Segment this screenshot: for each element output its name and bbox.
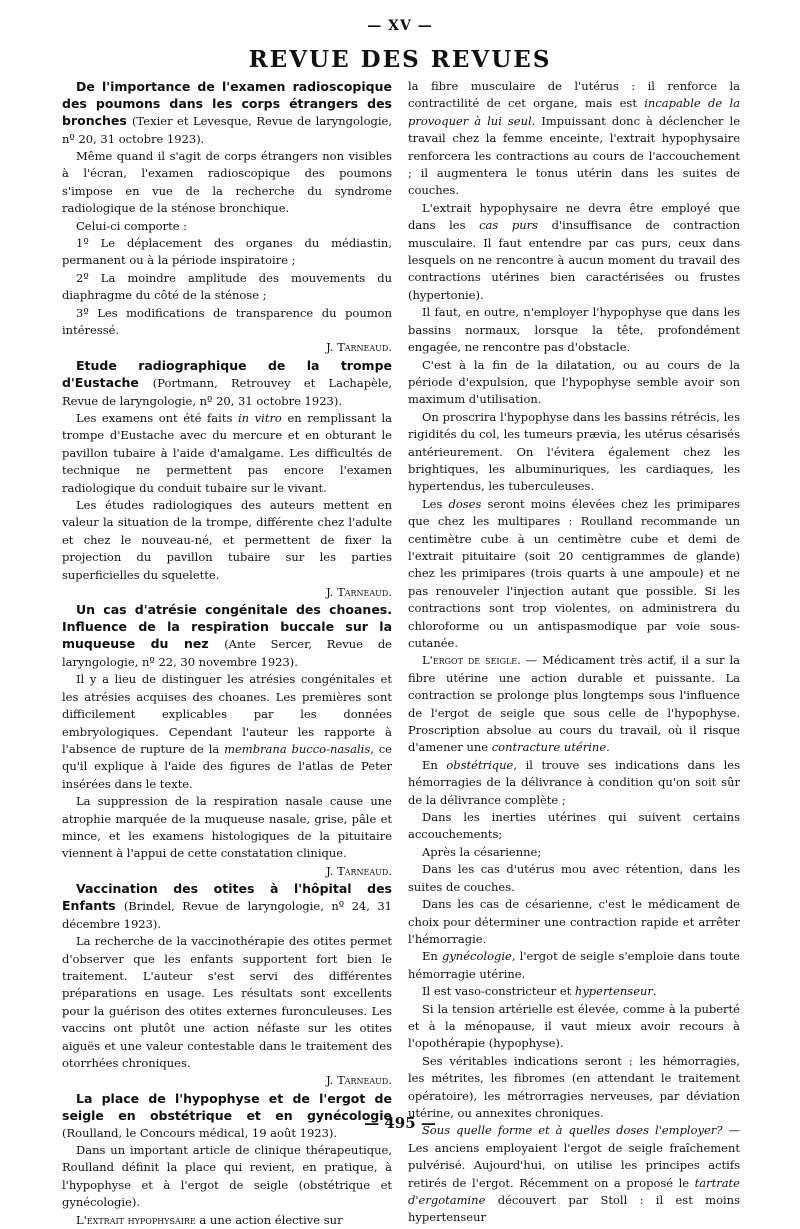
article-3-p2: La suppression de la respiration nasale cause une atrophie marquée de la muqueuse nasale, grise, pâle et mince, et les examens histologiques de la pituitaire viennent à l'appui de cette constatation clinique. — [62, 794, 392, 861]
right-p9: Dans les inerties utérines qui suivent certains accouchements; — [408, 810, 740, 842]
page-number: — 495 — — [364, 1114, 436, 1132]
right-p5: On proscrira l'hypophyse dans les bassins rétrécis, les rigidités du col, les tumeurs prævia, les utérus césarisés antérieurement. On l'évitera également chez les brightiques, les albuminuriques, les cardiaques, les hypertendus, les tuberculeuses. — [408, 409, 740, 494]
article-5-ref: (Roulland, le Concours médical, 19 août 1923). — [62, 1125, 338, 1140]
right-p2: L'extrait hypophysaire ne devra être employé que dans les cas purs d'insuffisance de contraction musculaire. Il faut entendre par cas purs, ceux dans lesquels on ne rencontre à aucun moment du travail des contractions utérines bien caractérisées ou frustes (hypertonie). — [408, 200, 740, 302]
article-4-title: Vaccination des otites à l'hôpital des Enfants (Brindel, Revue de laryngologie, nº 24, 31 décembre 1923). — [62, 881, 392, 932]
right-p17: Sous quelle forme et à quelles doses l'employer? — Les anciens employaient l'ergot de seigle fraîchement pulvérisé. Aujourd'hui, on utilise les principes actifs retirés de l'ergot. Récemment on a proposé le tartrate d'ergotamine découvert par Stoll : il est moins hypertenseur — [408, 1123, 740, 1225]
article-4-p1: La recherche de la vaccinothérapie des otites permet d'observer que les enfants supportent fort bien le traitement. L'auteur s'est servi des différentes préparations en usage. Les résultats sont excellents pour la guérison des otites externes furonculeuses. Les vaccins ont plutôt une action néfaste sur les otites aiguës et une valeur contestable dans le traitement des otorrhées chroniques. — [62, 934, 392, 1071]
article-3-title: Un cas d'atrésie congénitale des choanes. Influence de la respiration buccale sur la muqueuse du nez (Ante Sercer, Revue de laryngologie, nº 22, 30 novembre 1923). — [62, 602, 392, 670]
article-5-p1: Dans un important article de clinique thérapeutique, Roulland définit la place qui revient, en pratique, à l'hypophyse et à l'ergot de seigle (obstétrique et gynécologie). — [62, 1142, 392, 1210]
right-p6: Les doses seront moins élevées chez les primipares que chez les multipares : Roulland recommande un centimètre cube à un centimètre cube et demi de l'extrait pituitaire (soit 20 centigrammes de glande) chez les primipares (trois quarts à une ampoule) et ne pas renouveler l'injection autant que possible. Si les contractions sont trop violentes, on administrera du chloroforme ou un antispasmodique par voie sous-cutanée. — [408, 496, 741, 650]
folio: — XV — — [367, 18, 433, 34]
page-header: REVUE DES REVUES — [248, 46, 552, 73]
article-2-p1: Les examens ont été faits in vitro en remplissant la trompe d'Eustache avec du mercure et en obturant le pavillon tubaire à l'aide d'amalgame. Les difficultés de technique ne permettent pas encore l'examen radiologique du conduit tubaire sur le vivant. — [62, 410, 393, 495]
article-1-p1: Même quand il s'agit de corps étrangers non visibles à l'écran, l'examen radioscopique des poumons s'impose en vue de la recherche du syndrome radiologique de la sténose bronchique. — [62, 149, 392, 216]
article-5-title: La place de l'hypophyse et de l'ergot de seigle en obstétrique et en gynécologie (Roulland, le Concours médical, 19 août 1923). — [62, 1090, 392, 1140]
right-p15: Si la tension artérielle est élevée, comme à la puberté et à la ménopause, il vaut mieux avoir recours à l'opothérapie (hypophyse). — [408, 1001, 740, 1051]
right-p10: Après la césarienne; — [422, 844, 542, 859]
article-3-signature: J. Tarneaud. — [326, 863, 392, 878]
right-column — [408, 78, 740, 1227]
right-p12: Dans les cas de césarienne, c'est le médicament de choix pour déterminer une contraction rapide et arrêter l'hémorragie. — [408, 897, 740, 946]
article-1-signature: J. Tarneaud. — [326, 340, 392, 355]
article-3-ref: (Ante Sercer, Revue de laryngologie, nº 22, 30 novembre 1923). — [62, 637, 392, 670]
right-p13: En gynécologie, l'ergot de seigle s'emploie dans toute hémorragie utérine. — [408, 949, 740, 981]
right-p8: En obstétrique, il trouve ses indications dans les hémorragies de la délivrance à condition qu'on soit sûr de la délivrance complète ; — [408, 757, 740, 807]
right-p4: C'est à la fin de la dilatation, ou au cours de la période d'expulsion, que l'hypophyse semble avoir son maximum d'utilisation. — [408, 357, 740, 407]
right-p7: L'ergot de seigle. — Médicament très actif, il a sur la fibre utérine une action durable et puissante. La contraction se prolonge plus longtemps sous l'influence de l'ergot de seigle que sous celle de l'hypophyse. Proscription absolue au cours du travail, où il risque d'amener une contracture utérine. — [408, 653, 740, 755]
article-4-ref: (Brindel, Revue de laryngologie, nº 24, 31 décembre 1923). — [62, 899, 392, 932]
article-1-p5: 3º Les modifications de transparence du poumon intéressé. — [62, 305, 392, 338]
article-2-p2: Les études radiologiques des auteurs mettent en valeur la situation de la trompe, différente chez l'adulte et chez le nouveau-né, et permettent de fixer la projection du pavillon tubaire sur les parties superficielles du squelette. — [62, 497, 392, 582]
article-1-p4: 2º La moindre amplitude des mouvements du diaphragme du côté de la sténose ; — [62, 270, 392, 303]
article-2-signature: J. Tarneaud. — [326, 584, 392, 599]
right-p1: la fibre musculaire de l'utérus : il renforce la contractilité de cet organe, mais est incapable de la provoquer à lui seul. Impuissant donc à déclencher le travail chez la femme enceinte, l'extrait hypophysaire renforcera les contractions au cours de l'accouchement ; il augmentera le tonus utérin dans les suites de couches. — [408, 79, 740, 198]
article-4-signature: J. Tarneaud. — [326, 1073, 392, 1088]
right-p14: Il est vaso-constricteur et hypertenseur. — [422, 984, 657, 999]
article-2-ref: (Portmann, Retrouvey et Lachapèle, Revue de laryngologie, nº 20, 31 octobre 1923). — [62, 375, 392, 408]
article-1-title: De l'importance de l'examen radioscopique des poumons dans les corps étrangers des bronches (Texier et Levesque, Revue de laryngologie, nº 20, 31 octobre 1923). — [62, 79, 393, 146]
article-1-ref: (Texier et Levesque, Revue de laryngologie, nº 20, 31 octobre 1923). — [62, 114, 393, 146]
article-5-p2: L'extrait hypophysaire a une action élective sur — [76, 1212, 343, 1227]
article-1-p3: 1º Le déplacement des organes du médiastin, permanent ou à la période inspiratoire ; — [62, 236, 392, 268]
right-p16: Ses véritables indications seront : les hémorragies, les métrites, les fibromes (en attendant le traitement opératoire), les métrorragies nerveuses, par déviation utérine, ou annexites chroniques. — [408, 1053, 740, 1120]
article-1-p2: Celui-ci comporte : — [76, 218, 188, 233]
left-column — [62, 78, 392, 1229]
right-p11: Dans les cas d'utérus mou avec rétention, dans les suites de couches. — [408, 862, 740, 894]
article-2-title: Etude radiographique de la trompe d'Eustache (Portmann, Retrouvey et Lachapèle, Revue de laryngologie, nº 20, 31 octobre 1923). — [62, 357, 392, 408]
article-3-p1: Il y a lieu de distinguer les atrésies congénitales et les atrésies acquises des choanes. Les premières sont difficilement explicables par les données embryologiques. Cependant l'auteur les rapporte à l'absence de rupture de la membrana bucco-nasalis, ce qu'il explique à l'aide des figures de l'atlas de Peter insérées dans le texte. — [62, 672, 392, 791]
right-p3: Il faut, en outre, n'employer l'hypophyse que dans les bassins normaux, lorsque la tête, profondément engagée, ne rencontre pas d'obstacle. — [408, 305, 740, 355]
